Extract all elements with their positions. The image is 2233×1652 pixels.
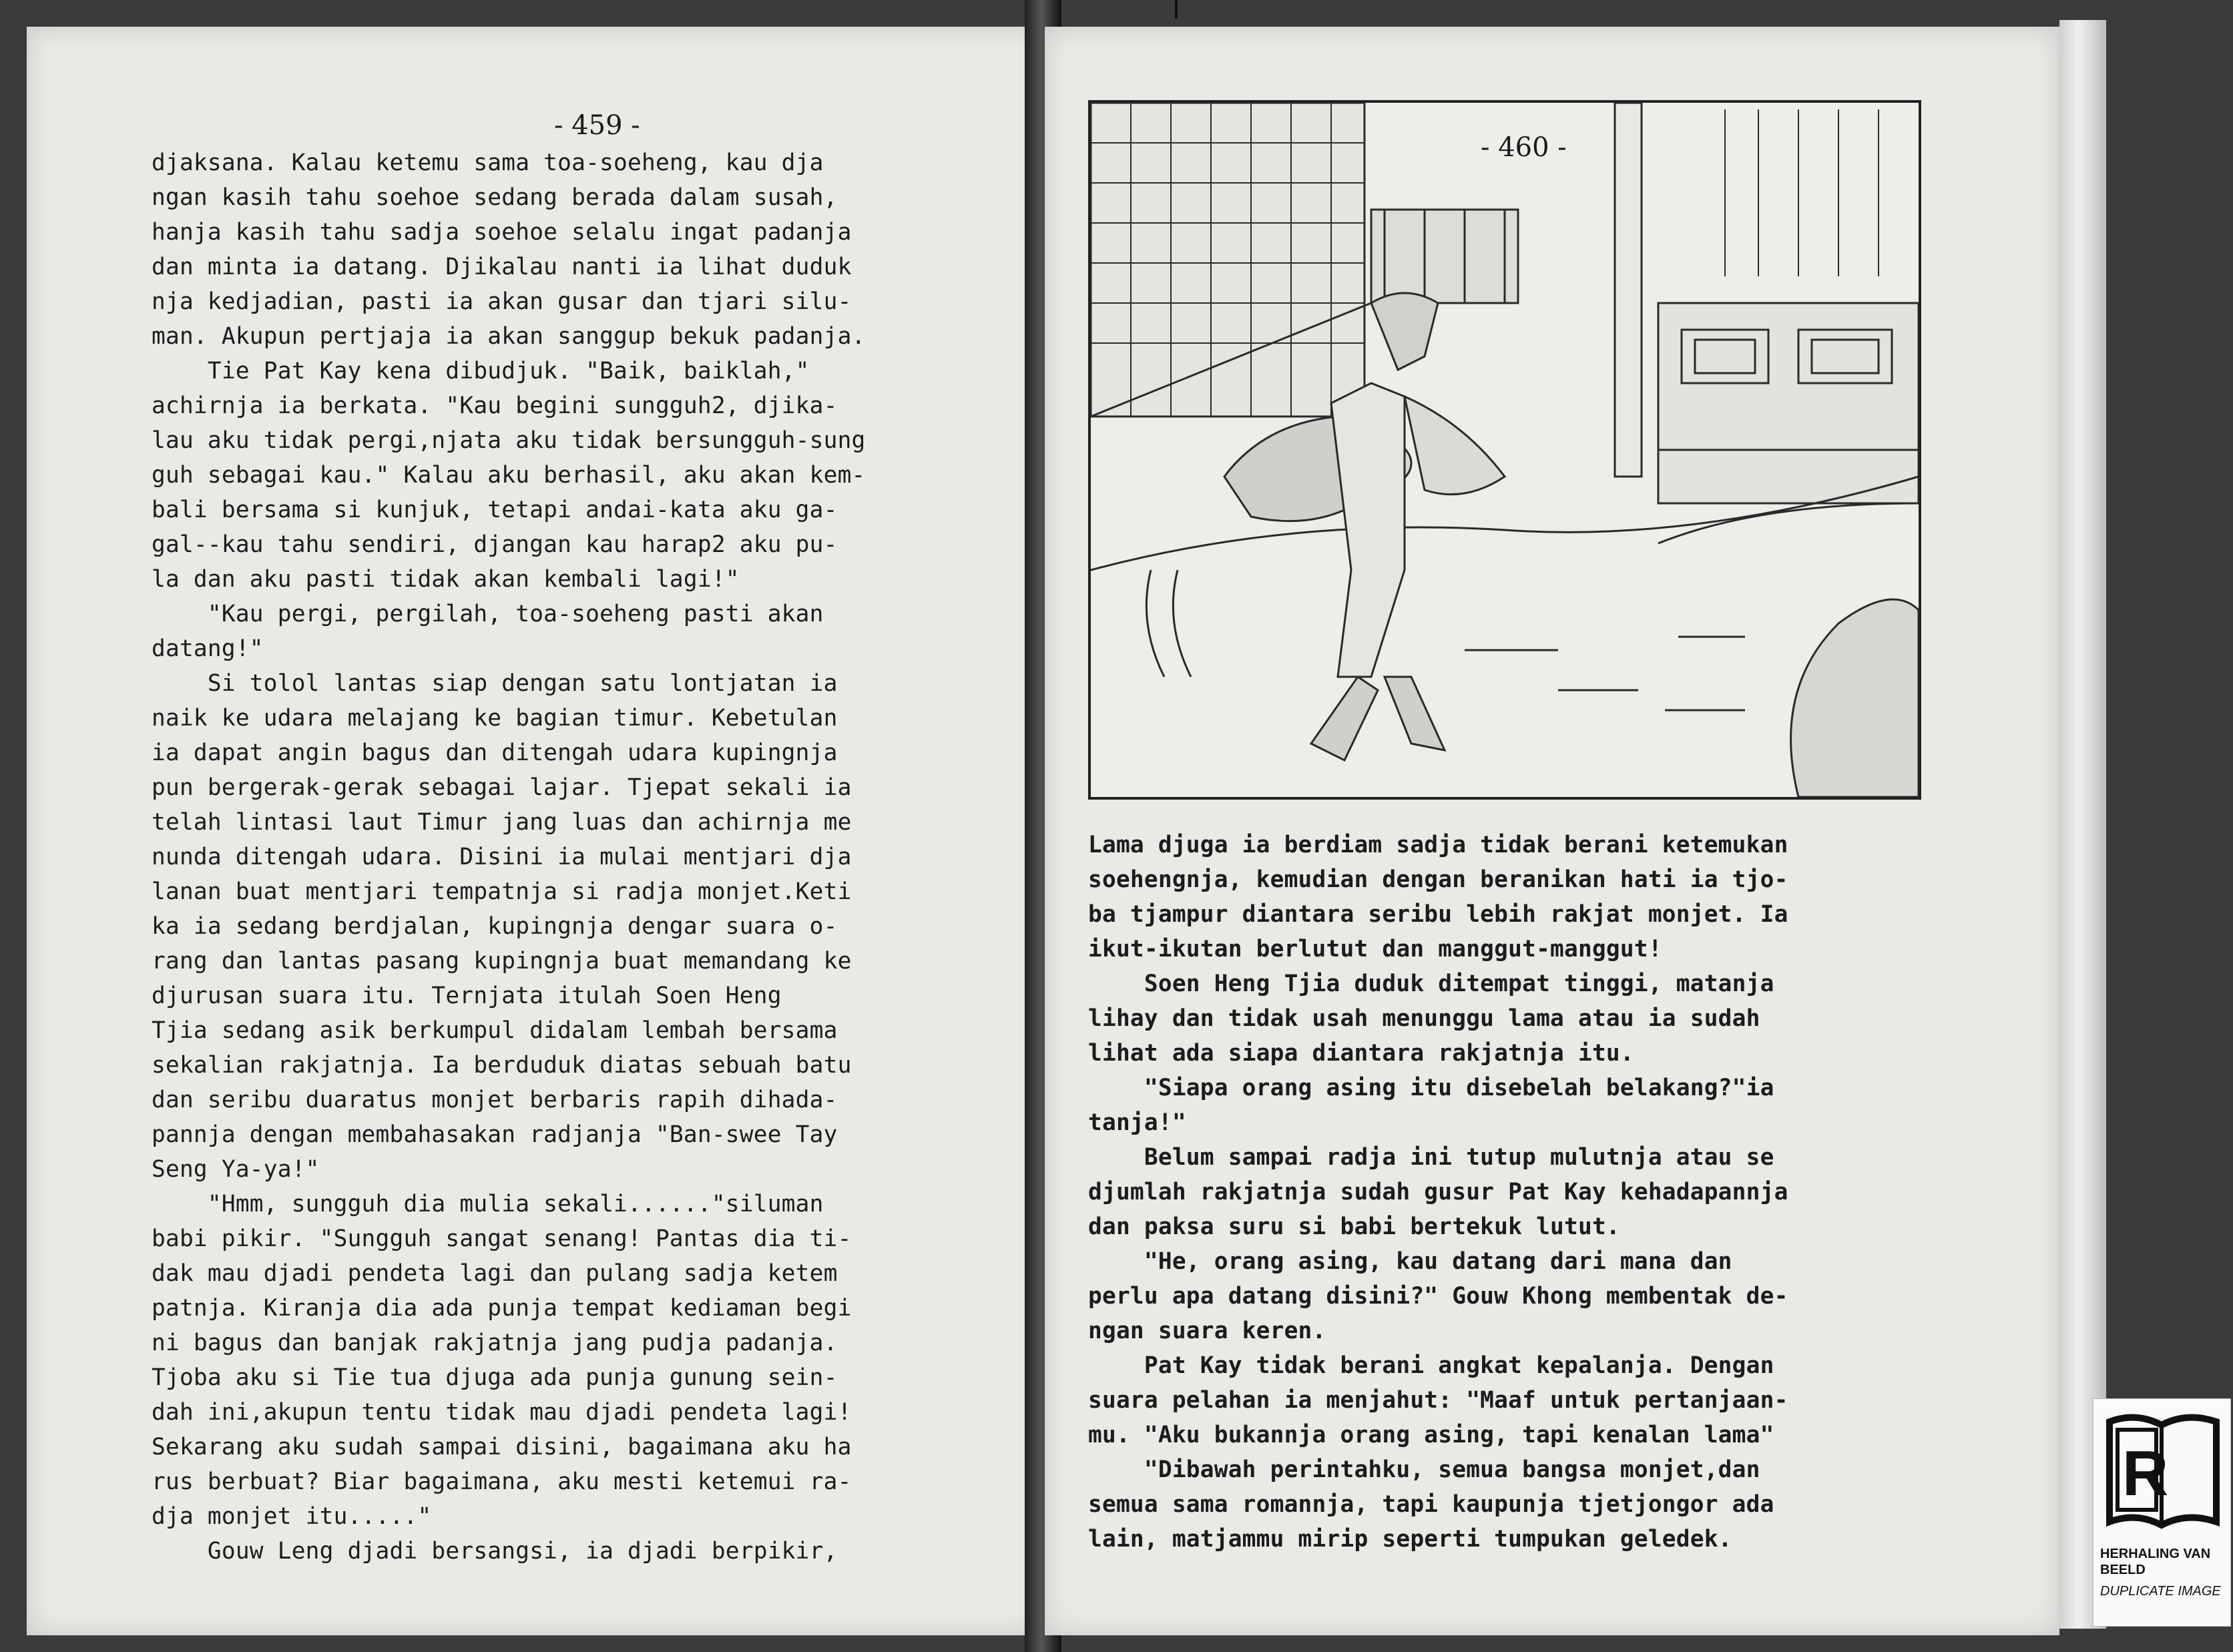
left-line: Gouw Leng djadi bersangsi, ia djadi berpikir,: [152, 1538, 838, 1565]
scan-mark: [1175, 0, 1178, 19]
left-line: rus berbuat? Biar bagaimana, aku mesti ketemui ra-: [152, 1468, 852, 1495]
left-line: dan seribu duaratus monjet berbaris rapih dihada-: [152, 1087, 838, 1113]
left-line: Seng Ya-ya!": [152, 1156, 320, 1183]
right-line: Soen Heng Tjia duduk ditempat tinggi, matanja: [1088, 971, 1774, 997]
right-line: tanja!": [1088, 1109, 1186, 1136]
right-line: suara pelahan ia menjahut: "Maaf untuk pertanjaan-: [1088, 1387, 1788, 1414]
right-page: [1045, 27, 2059, 1635]
left-line: djurusan suara itu. Ternjata itulah Soen Heng: [152, 983, 782, 1009]
right-line: lihay dan tidak usah menunggu lama atau ia sudah: [1088, 1005, 1760, 1032]
left-line: naik ke udara melajang ke bagian timur. Kebetulan: [152, 705, 838, 732]
left-line: sekalian rakjatnja. Ia berduduk diatas sebuah batu: [152, 1052, 852, 1079]
left-line: la dan aku pasti tidak akan kembali lagi!": [152, 566, 740, 593]
right-line: "He, orang asing, kau datang dari mana dan: [1088, 1248, 1732, 1275]
right-line: ikut-ikutan berlutut dan manggut-manggut!: [1088, 936, 1662, 962]
illustration-frame: [1088, 100, 1921, 800]
left-line: ni bagus dan banjak rakjatnja jang pudja padanja.: [152, 1330, 838, 1356]
illustration: [1091, 103, 1919, 797]
left-line: ia dapat angin bagus dan ditengah udara kupingnja: [152, 740, 838, 766]
left-line: achirnja ia berkata. "Kau begini sungguh2, djika-: [152, 392, 838, 419]
right-line: ba tjampur diantara seribu lebih rakjat monjet. Ia: [1088, 901, 1788, 928]
right-line: Belum sampai radja ini tutup mulutnja atau se: [1088, 1144, 1774, 1171]
left-line: telah lintasi laut Timur jang luas dan achirnja me: [152, 809, 852, 836]
right-line: dan paksa suru si babi bertekuk lutut.: [1088, 1213, 1620, 1240]
right-page-text: [1088, 828, 1788, 1557]
right-line: djumlah rakjatnja sudah gusur Pat Kay kehadapannja: [1088, 1179, 1788, 1205]
book-r-icon: [2103, 1408, 2223, 1535]
left-line: pun bergerak-gerak sebagai lajar. Tjepat sekali ia: [152, 774, 852, 801]
left-line: nunda ditengah udara. Disini ia mulai mentjari dja: [152, 844, 852, 870]
right-line: Lama djuga ia berdiam sadja tidak berani ketemukan: [1088, 832, 1788, 858]
right-line: lain, matjammu mirip seperti tumpukan geledek.: [1088, 1526, 1732, 1553]
right-line: Pat Kay tidak berani angkat kepalanja. Dengan: [1088, 1352, 1774, 1379]
left-line: dan minta ia datang. Djikalau nanti ia lihat duduk: [152, 254, 852, 280]
left-line: dah ini,akupun tentu tidak mau djadi pendeta lagi!: [152, 1399, 852, 1426]
left-line: djaksana. Kalau ketemu sama toa-soeheng, kau dja: [152, 150, 824, 176]
stamp-title: HERHALING VAN BEELD: [2100, 1547, 2211, 1577]
left-line: lanan buat mentjari tempatnja si radja monjet.Keti: [152, 878, 852, 905]
left-line: Tjia sedang asik berkumpul didalam lembah bersama: [152, 1017, 838, 1044]
left-line: gal--kau tahu sendiri, djangan kau harap2 aku pu-: [152, 531, 838, 558]
left-line: dja monjet itu.....": [152, 1503, 432, 1530]
left-line: Sekarang aku sudah sampai disini, bagaimana aku ha: [152, 1434, 852, 1460]
left-line: nja kedjadian, pasti ia akan gusar dan tjari silu-: [152, 288, 852, 315]
left-line: hanja kasih tahu sadja soehoe selalu ingat padanja: [152, 219, 852, 246]
left-line: man. Akupun pertjaja ia akan sanggup bekuk padanja.: [152, 323, 866, 350]
left-line: babi pikir. "Sungguh sangat senang! Pantas dia ti-: [152, 1225, 852, 1252]
left-line: Tjoba aku si Tie tua djuga ada punja gunung sein-: [152, 1364, 838, 1391]
left-line: dak mau djadi pendeta lagi dan pulang sadja ketem: [152, 1260, 838, 1287]
right-line: "Siapa orang asing itu disebelah belakang?"ia: [1088, 1075, 1774, 1101]
right-line: "Dibawah perintahku, semua bangsa monjet,dan: [1088, 1456, 1760, 1483]
left-line: lau aku tidak pergi,njata aku tidak bersungguh-sung: [152, 427, 866, 454]
left-line: Si tolol lantas siap dengan satu lontjatan ia: [152, 670, 838, 697]
left-page-text: [152, 146, 866, 1569]
page-edges: [2059, 20, 2106, 1629]
left-line: "Kau pergi, pergilah, toa-soeheng pasti akan: [152, 601, 824, 627]
left-line: rang dan lantas pasang kupingnja buat memandang ke: [152, 948, 852, 975]
left-line: guh sebagai kau." Kalau aku berhasil, aku akan kem-: [152, 462, 866, 489]
right-line: perlu apa datang disini?" Gouw Khong membentak de-: [1088, 1283, 1788, 1310]
left-page: [27, 27, 1041, 1635]
right-line: soehengnja, kemudian dengan beranikan hati ia tjo-: [1088, 866, 1788, 893]
page-number-right: - 460 -: [1471, 132, 1576, 163]
left-line: ngan kasih tahu soehoe sedang berada dalam susah,: [152, 184, 838, 211]
left-line: patnja. Kiranja dia ada punja tempat kediaman begi: [152, 1295, 852, 1322]
stamp-letter: R: [2122, 1438, 2169, 1509]
left-line: "Hmm, sungguh dia mulia sekali......"siluman: [152, 1191, 824, 1217]
duplicate-image-stamp: [2093, 1398, 2231, 1627]
left-line: ka ia sedang berdjalan, kupingnja dengar suara o-: [152, 913, 838, 940]
right-line: ngan suara keren.: [1088, 1318, 1326, 1344]
left-line: datang!": [152, 635, 264, 662]
right-line: mu. "Aku bukannja orang asing, tapi kenalan lama": [1088, 1422, 1774, 1448]
left-line: Tie Pat Kay kena dibudjuk. "Baik, baiklah,": [152, 358, 810, 384]
right-line: semua sama romannja, tapi kaupunja tjetjongor ada: [1088, 1491, 1774, 1518]
left-line: bali bersama si kunjuk, tetapi andai-kata aku ga-: [152, 497, 838, 523]
stamp-subtitle: DUPLICATE IMAGE: [2100, 1584, 2221, 1599]
left-line: pannja dengan membahasakan radjanja "Ban-swee Tay: [152, 1121, 838, 1148]
right-line: lihat ada siapa diantara rakjatnja itu.: [1088, 1040, 1634, 1067]
page-number-left: - 459 -: [554, 110, 640, 141]
